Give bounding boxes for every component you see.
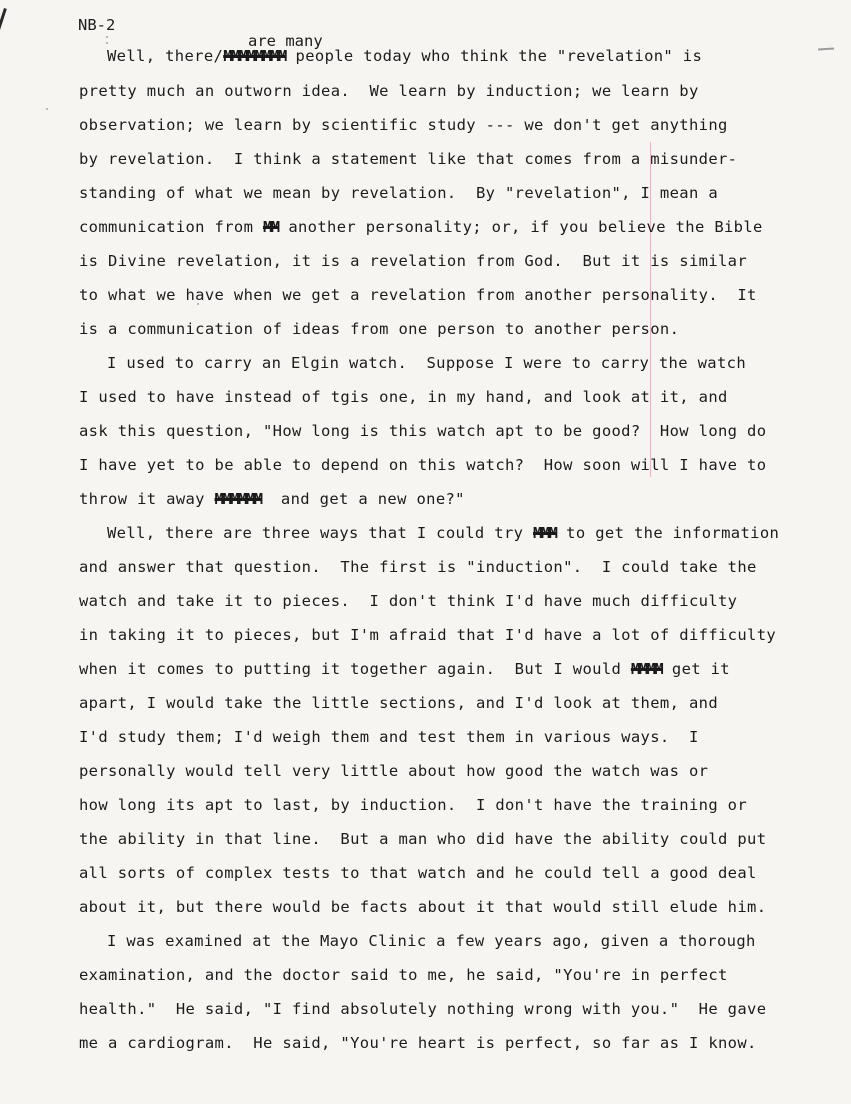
text-segment: throw it away: [79, 490, 215, 508]
text-segment: the ability in that line. But a man who did have the ability could put: [79, 830, 767, 848]
text-line: [79, 183, 718, 203]
text-segment: I have yet to be able to depend on this watch? How soon will I have to: [79, 456, 767, 474]
text-segment: about it, but there would be facts about it that would still elude him.: [79, 898, 767, 916]
text-segment: I used to have instead of tgis one, in my hand, and look at it, and: [79, 388, 728, 406]
text-line: [79, 795, 747, 815]
text-segment: another personality; or, if you believe the Bible: [278, 218, 763, 236]
text-line: [107, 46, 702, 66]
text-line: [79, 625, 776, 645]
text-line: [79, 115, 728, 135]
text-segment: apart, I would take the little sections, and I'd look at them, and: [79, 694, 718, 712]
text-segment: I'd study them; I'd weigh them and test them in various ways. I: [79, 728, 699, 746]
text-line: [79, 387, 728, 407]
interline-insertion: are many: [248, 32, 323, 50]
text-segment: when it comes to putting it together again. But I would: [79, 660, 631, 678]
text-segment: in taking it to pieces, but I'm afraid that I'd have a lot of difficulty: [79, 626, 777, 644]
text-line: [107, 353, 746, 373]
text-line: [79, 965, 728, 985]
text-segment: I was examined at the Mayo Clinic a few years ago, given a thorough: [107, 932, 756, 950]
text-segment: observation; we learn by scientific study --- we don't get anything: [79, 116, 728, 134]
struck-out-text: MMM: [533, 524, 557, 542]
text-line: [79, 761, 708, 781]
text-line: [79, 1033, 757, 1053]
text-segment: I used to carry an Elgin watch. Suppose I were to carry the watch: [107, 354, 746, 372]
text-line: [107, 523, 779, 543]
text-line: [79, 217, 763, 237]
page-label: NB-2: [78, 16, 116, 34]
text-line: [79, 557, 757, 577]
margin-pen-stroke: [0, 8, 7, 56]
text-line: [79, 999, 766, 1019]
text-segment: watch and take it to pieces. I don't think I'd have much difficulty: [79, 592, 738, 610]
struck-out-text: MMMM: [630, 660, 663, 678]
text-segment: health." He said, "I find absolutely nothing wrong with you." He gave: [79, 1000, 767, 1018]
struck-out-text: MM: [262, 218, 279, 236]
text-segment: and answer that question. The first is "induction". I could take the: [79, 558, 757, 576]
text-segment: get it: [662, 660, 730, 678]
text-line: [79, 81, 699, 101]
text-segment: pretty much an outworn idea. We learn by induction; we learn by: [79, 82, 699, 100]
text-segment: is a communication of ideas from one person to another person.: [79, 320, 680, 338]
text-line: [79, 659, 730, 679]
struck-out-text: MMMMMM: [214, 490, 262, 508]
text-segment: personally would tell very little about how good the watch was or: [79, 762, 709, 780]
text-segment: by revelation. I think a statement like that comes from a misunder-: [79, 150, 738, 168]
text-segment: to get the information: [556, 524, 780, 542]
text-line: [79, 829, 766, 849]
paper-speck: [46, 108, 48, 110]
text-segment: is Divine revelation, it is a revelation from God. But it is similar: [79, 252, 748, 270]
text-line: [79, 591, 737, 611]
text-segment: to what we have when we get a revelation from another personality. It: [79, 286, 757, 304]
text-segment: me a cardiogram. He said, "You're heart is perfect, so far as I know.: [79, 1034, 757, 1052]
text-line: [79, 863, 757, 883]
text-line: [79, 421, 766, 441]
paper-speck: [106, 42, 108, 44]
text-segment: people today who think the "revelation" is: [285, 47, 703, 65]
text-line: [107, 931, 756, 951]
text-segment: standing of what we mean by revelation. By "revelation", I mean a: [79, 184, 718, 202]
text-segment: examination, and the doctor said to me, he said, "You're in perfect: [79, 966, 728, 984]
text-segment: and get a new one?": [261, 490, 465, 508]
text-line: [79, 455, 766, 475]
text-segment: communication from: [79, 218, 263, 236]
text-segment: all sorts of complex tests to that watch and he could tell a good deal: [79, 864, 757, 882]
text-line: [79, 897, 766, 917]
text-line: [79, 319, 679, 339]
text-segment: Well, there/: [107, 47, 224, 65]
text-line: [79, 149, 737, 169]
text-line: [79, 285, 757, 305]
text-line: [79, 727, 699, 747]
text-line: [79, 489, 465, 509]
text-segment: Well, there are three ways that I could try: [107, 524, 533, 542]
struck-out-text: MMMMMMMM: [223, 47, 286, 65]
text-line: [79, 693, 718, 713]
paper-speck: [106, 36, 108, 38]
text-line: [79, 251, 747, 271]
margin-dash-mark: [818, 47, 834, 50]
text-segment: how long its apt to last, by induction. I don't have the training or: [79, 796, 748, 814]
text-segment: ask this question, "How long is this watch apt to be good? How long do: [79, 422, 767, 440]
